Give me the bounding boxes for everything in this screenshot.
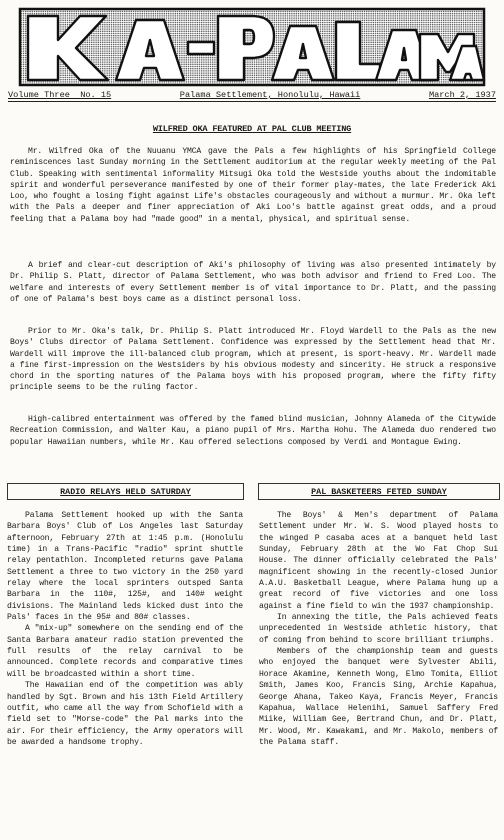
- right-column: [259, 510, 498, 748]
- lead-headline: WILFRED OKA FEATURED AT PAL CLUB MEETING: [152, 124, 352, 134]
- masthead-logo: [18, 6, 486, 88]
- issue-place: Palama Settlement, Honolulu, Hawaii: [179, 90, 361, 100]
- right-paragraph-3: Members of the championship team and guests who enjoyed the banquet were Sylvester Abili, Horace Akamine, Kenneth Wong, Elmo Tomita, Elliot Smith, James Koo, Francis Sing, Archie Kapahua, George Ahana, Takeo Kaya, Francis Meyer, Francis Kapahua, Wallace Helenihi, Samuel Saffery Fred Miike, William Gee, Bertrand Chun, and Dr. Platt, Mr. Wood, Mr. Kawakami, and Mr. Makolo, members of the Palama staff.: [259, 647, 498, 747]
- right-headline-box: [258, 483, 500, 500]
- lead-paragraph-4: High-calibred entertainment was offered by the famed blind musician, Johnny Alameda of the Citywide Recreation Commission, and Walter Kau, a piano pupil of Mrs. Martha Hohu. The Alameda duo rendered two popular Hawaiian numbers, while Mr. Kau offered selections composed by Verdi and Montague Ewing.: [10, 415, 496, 447]
- left-paragraph-3: The Hawaiian end of the competition was ably handled by Sgt. Brown and his 13th Field Artillery outfit, who came all the way from Schofield with a field set to "Morse-code" the Pal marks into the air. For their efficiency, the Army operators will be awarded a handsome trophy.: [7, 681, 243, 747]
- issue-line: [8, 90, 496, 102]
- right-paragraph-1: The Boys' & Men's department of Palama Settlement under Mr. W. S. Wood played hosts to the winged P casaba aces at a banquet held last Sunday, February 28th at the Wo Fat Chop Sui House. The dinner officially celebrated the Pals' magnificent showing in the recently-closed Junior A.A.U. Basketball League, where Palama hung up a great record of five victories and one loss against a fine field to win the 1937 championship.: [259, 511, 498, 611]
- lead-paragraph-1: Mr. Wilfred Oka of the Nuuanu YMCA gave the Pals a few highlights of his Springfield College reminiscences last Sunday morning in the Settlement auditorium at the regular weekly meeting of the Pal Club. Speaking with sentimental informality Mitsugi Oka told the Westside youths about the indomitable spirit and wonderful perseverance manifested by one of their former play-mates, the late Frederick Aki Loo, who fought a losing fight against Life's obstacles courageously and without a murmur. Mr. Oka left with the Pals a deeper and finer appreciation of Aki Loo's battle against great odds, and a proud feeling that a Palama boy had "made good" in a mental, physical, and spiritual sense.: [10, 147, 496, 224]
- left-headline: RADIO RELAYS HELD SATURDAY: [60, 486, 191, 497]
- lead-paragraph-2: A brief and clear-cut description of Aki's philosophy of living was also presented intimately by Dr. Philip S. Platt, director of Palama Settlement, who was both advisor and friend to Fred Loo. The welfare and interests of every Settlement member is of vital importance to Dr. Platt, and the passing of one of Palama's best boys came as a distinct personal loss.: [10, 261, 496, 304]
- volume-number: Volume Three No. 15: [8, 90, 112, 100]
- left-headline-box: [7, 483, 244, 500]
- right-paragraph-2: In annexing the title, the Pals achieved feats unprecedented in Westside athletic history, that of coming from behind to score brilliant triumphs.: [259, 613, 498, 645]
- issue-date: March 2, 1937: [428, 90, 496, 100]
- left-column: [7, 510, 243, 748]
- lead-paragraph-3: Prior to Mr. Oka's talk, Dr. Philip S. Platt introduced Mr. Floyd Wardell to the Pals as the new Boys' Clubs director of Palama Settlement. Confidence was expressed by the Settlement head that Mr. Wardell will improve the ill-balanced club program, which at present, is sport-heavy. Mr. Wardell made a fine first-impression on the Westsiders by his obvious modesty and sincerity. He struck a responsive chord in the sporting natures of the Palama boys with his proposed program, where the fifty fifty principle seems to be the ruling factor.: [10, 327, 496, 393]
- left-paragraph-1: Palama Settlement hooked up with the Santa Barbara Boys' Club of Los Angeles last Saturday afternoon, February 27th at 1:45 p.m. (Honolulu time) in a Trans-Pacific "radio" sprint shuttle relay pentathlon. Incompleted returns gave Palama Settlement a three to two victory in the 250 yard relay where the local sprinters outsped Santa Barbara in the 110#, 125#, and 140# weight divisions. The Mainland leds kicked dust into the Pals' faces in the 95# and 80# classes.: [7, 511, 243, 623]
- left-paragraph-2: A "mix-up" somewhere on the sending end of the Santa Barbara amateur radio station prevented the full results of the relay carnival to be announced. Complete records and comparative times will be broadcasted within a short time.: [7, 624, 243, 679]
- right-headline: PAL BASKETEERS FETED SUNDAY: [311, 486, 447, 497]
